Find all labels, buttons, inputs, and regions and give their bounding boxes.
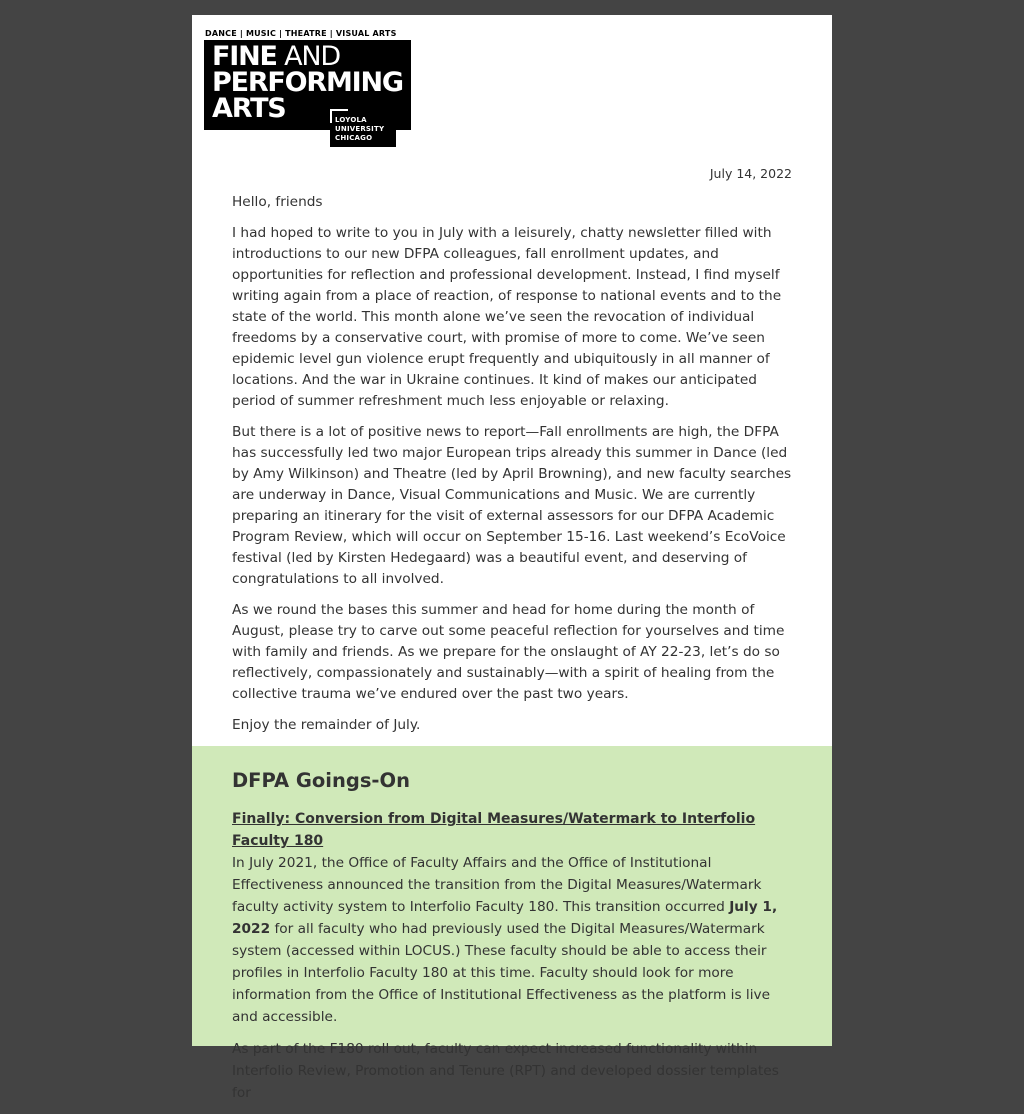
item-text: for all faculty who had previously used the Digital Measures/Watermark system (accessed within LOCUS.) These faculty should be able to access their profiles in Interfolio Faculty 180 at this time. Faculty should look for more information from the Office of Institutional Effectiveness as the platform is live and accessible. (232, 921, 771, 1025)
letter-greeting: Hello, friends (232, 194, 323, 210)
item-text: In July 2021, the Office of Faculty Affairs and the Office of Institutional Effectiveness announced the transition from the Digital Measures/Watermark faculty activity system to Interfolio Faculty 180. This transition occurred (232, 855, 762, 915)
logo-university-line: LOYOLA (335, 116, 367, 124)
logo-university-name (335, 116, 384, 143)
item-paragraph: As part of the F180 roll out, faculty can expect increased functionality within Interfolio Review, Promotion and Tenure (RPT) and developed dossier templates for (232, 1041, 779, 1101)
logo-line-3: ARTS (212, 93, 286, 124)
item-paragraph (232, 852, 794, 1028)
logo-disciplines: DANCE | MUSIC | THEATRE | VISUAL ARTS (205, 29, 397, 38)
logo-university-line: CHICAGO (335, 134, 373, 142)
logo-university-line: UNIVERSITY (335, 125, 385, 133)
goings-on-section (192, 746, 832, 1101)
letter-date: July 14, 2022 (709, 166, 792, 181)
letter-closing: Enjoy the remainder of July. (232, 717, 421, 733)
section-title: DFPA Goings-On (232, 769, 410, 792)
letter-paragraph: As we round the bases this summer and head for home during the month of August, please try to carve out some peaceful reflection for yourselves and time with family and friends. As we prepare for the onslaught of AY 22-23, let’s do so reflectively, compassionately and sustainably—with a spirit of healing from the collective trauma we’ve endured over the past two years. (232, 602, 785, 702)
newsletter-page (192, 15, 832, 1101)
letter-paragraph: But there is a lot of positive news to report—Fall enrollments are high, the DFPA has successfully led two major European trips already this summer in Dance (led by Amy Wilkinson) and Theatre (led by April Browning), and new faculty searches are underway in Dance, Visual Communications and Music. We are currently preparing an itinerary for the visit of external assessors for our DFPA Academic Program Review, which will occur on September 15-16. Last weekend’s EcoVoice festival (led by Kirsten Hedegaard) was a beautiful event, and deserving of congratulations to all involved. (232, 424, 792, 587)
goings-on-content (232, 768, 794, 1114)
logo-and: AND (276, 41, 340, 72)
logo-fine: FINE (212, 41, 277, 72)
letter-body (232, 192, 794, 746)
letter-paragraph: I had hoped to write to you in July with a leisurely, chatty newsletter filled with introductions to our new DFPA colleagues, fall enrollment updates, and opportunities for reflection and professional development. Instead, I find myself writing again from a place of reaction, of response to national events and to the state of the world. This month alone we’ve seen the revocation of individual freedoms by a conservative court, with promise of more to come. We’ve seen epidemic level gun violence erupt frequently and ubiquitously in all manner of locations. And the war in Ukraine continues. It kind of makes our anticipated period of summer refreshment much less enjoyable or relaxing. (232, 225, 782, 409)
dfpa-logo (204, 29, 412, 149)
item-heading: Finally: Conversion from Digital Measures/Watermark to Interfolio Faculty 180 (232, 811, 756, 849)
item-date-highlight: July 1, 2022 (232, 899, 778, 937)
logo-line-2: PERFORMING (212, 67, 403, 98)
